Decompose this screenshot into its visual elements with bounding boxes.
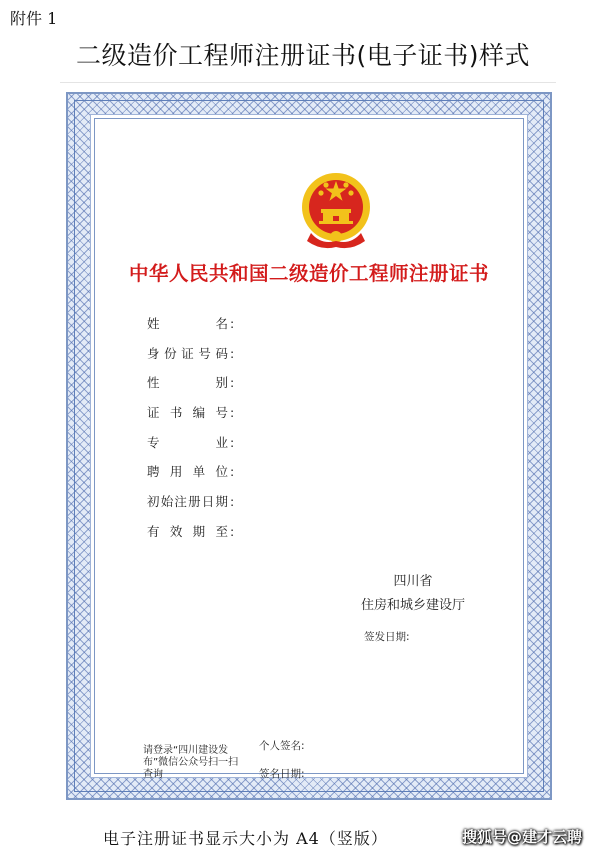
field-label: 有效期至 [147, 523, 229, 539]
field-colon: : [230, 375, 235, 391]
field-label: 性别 [147, 375, 229, 391]
national-emblem-icon [299, 171, 373, 249]
field-label: 专业 [147, 434, 229, 450]
field-label: 聘用单位 [147, 464, 229, 480]
emblem-small-star [348, 190, 353, 195]
emblem-small-star [318, 190, 323, 195]
emblem-small-star [343, 182, 348, 187]
title-divider [60, 82, 556, 83]
field-row-valid-until [147, 522, 234, 552]
certificate-paper [94, 118, 524, 780]
field-row-employer [147, 462, 234, 492]
issue-date-label: 签发日期: [364, 631, 410, 643]
field-colon: : [230, 316, 235, 331]
field-colon: : [230, 405, 235, 421]
field-row-specialty [147, 433, 234, 463]
field-colon: : [230, 523, 235, 539]
field-label: 姓名 [147, 316, 229, 331]
emblem-gate-base [319, 221, 353, 224]
footer-note: 电子注册证书显示大小为 A4（竖版） [103, 829, 388, 848]
watermark: 搜狐号@建才云聘 [462, 828, 583, 846]
field-row-initial-registration-date [147, 492, 234, 522]
field-row-gender [147, 373, 234, 403]
field-label: 初始注册日期 [147, 494, 229, 510]
issuer-department: 住房和城乡建设厅 [360, 598, 465, 613]
document-title: 二级造价工程师注册证书(电子证书)样式 [75, 41, 530, 70]
field-colon: : [230, 464, 235, 480]
qr-query-note: 请登录“四川建设发布”微信公众号扫一扫查询 [143, 745, 239, 780]
emblem-small-star [323, 182, 328, 187]
issuer-province: 四川省 [393, 574, 433, 589]
signature-date-label: 签名日期: [259, 768, 305, 780]
certificate-fields [147, 314, 234, 552]
personal-signature-label: 个人签名: [259, 740, 305, 752]
certificate-title: 中华人民共和国二级造价工程师注册证书 [128, 262, 489, 285]
field-label: 身份证号码 [147, 345, 229, 361]
field-row-name [147, 314, 234, 344]
emblem-gate-door [333, 216, 339, 221]
emblem-gate-roof [321, 209, 351, 213]
signature-fields [259, 739, 305, 795]
certificate-frame [66, 92, 552, 800]
field-row-id-number [147, 344, 234, 374]
field-colon: : [230, 494, 235, 510]
field-colon: : [230, 345, 235, 361]
field-colon: : [230, 434, 235, 450]
field-label: 证书编号 [147, 405, 229, 421]
annex-label: 附件 1 [10, 9, 58, 28]
issuer-block [343, 570, 483, 618]
field-row-certificate-number [147, 403, 234, 433]
